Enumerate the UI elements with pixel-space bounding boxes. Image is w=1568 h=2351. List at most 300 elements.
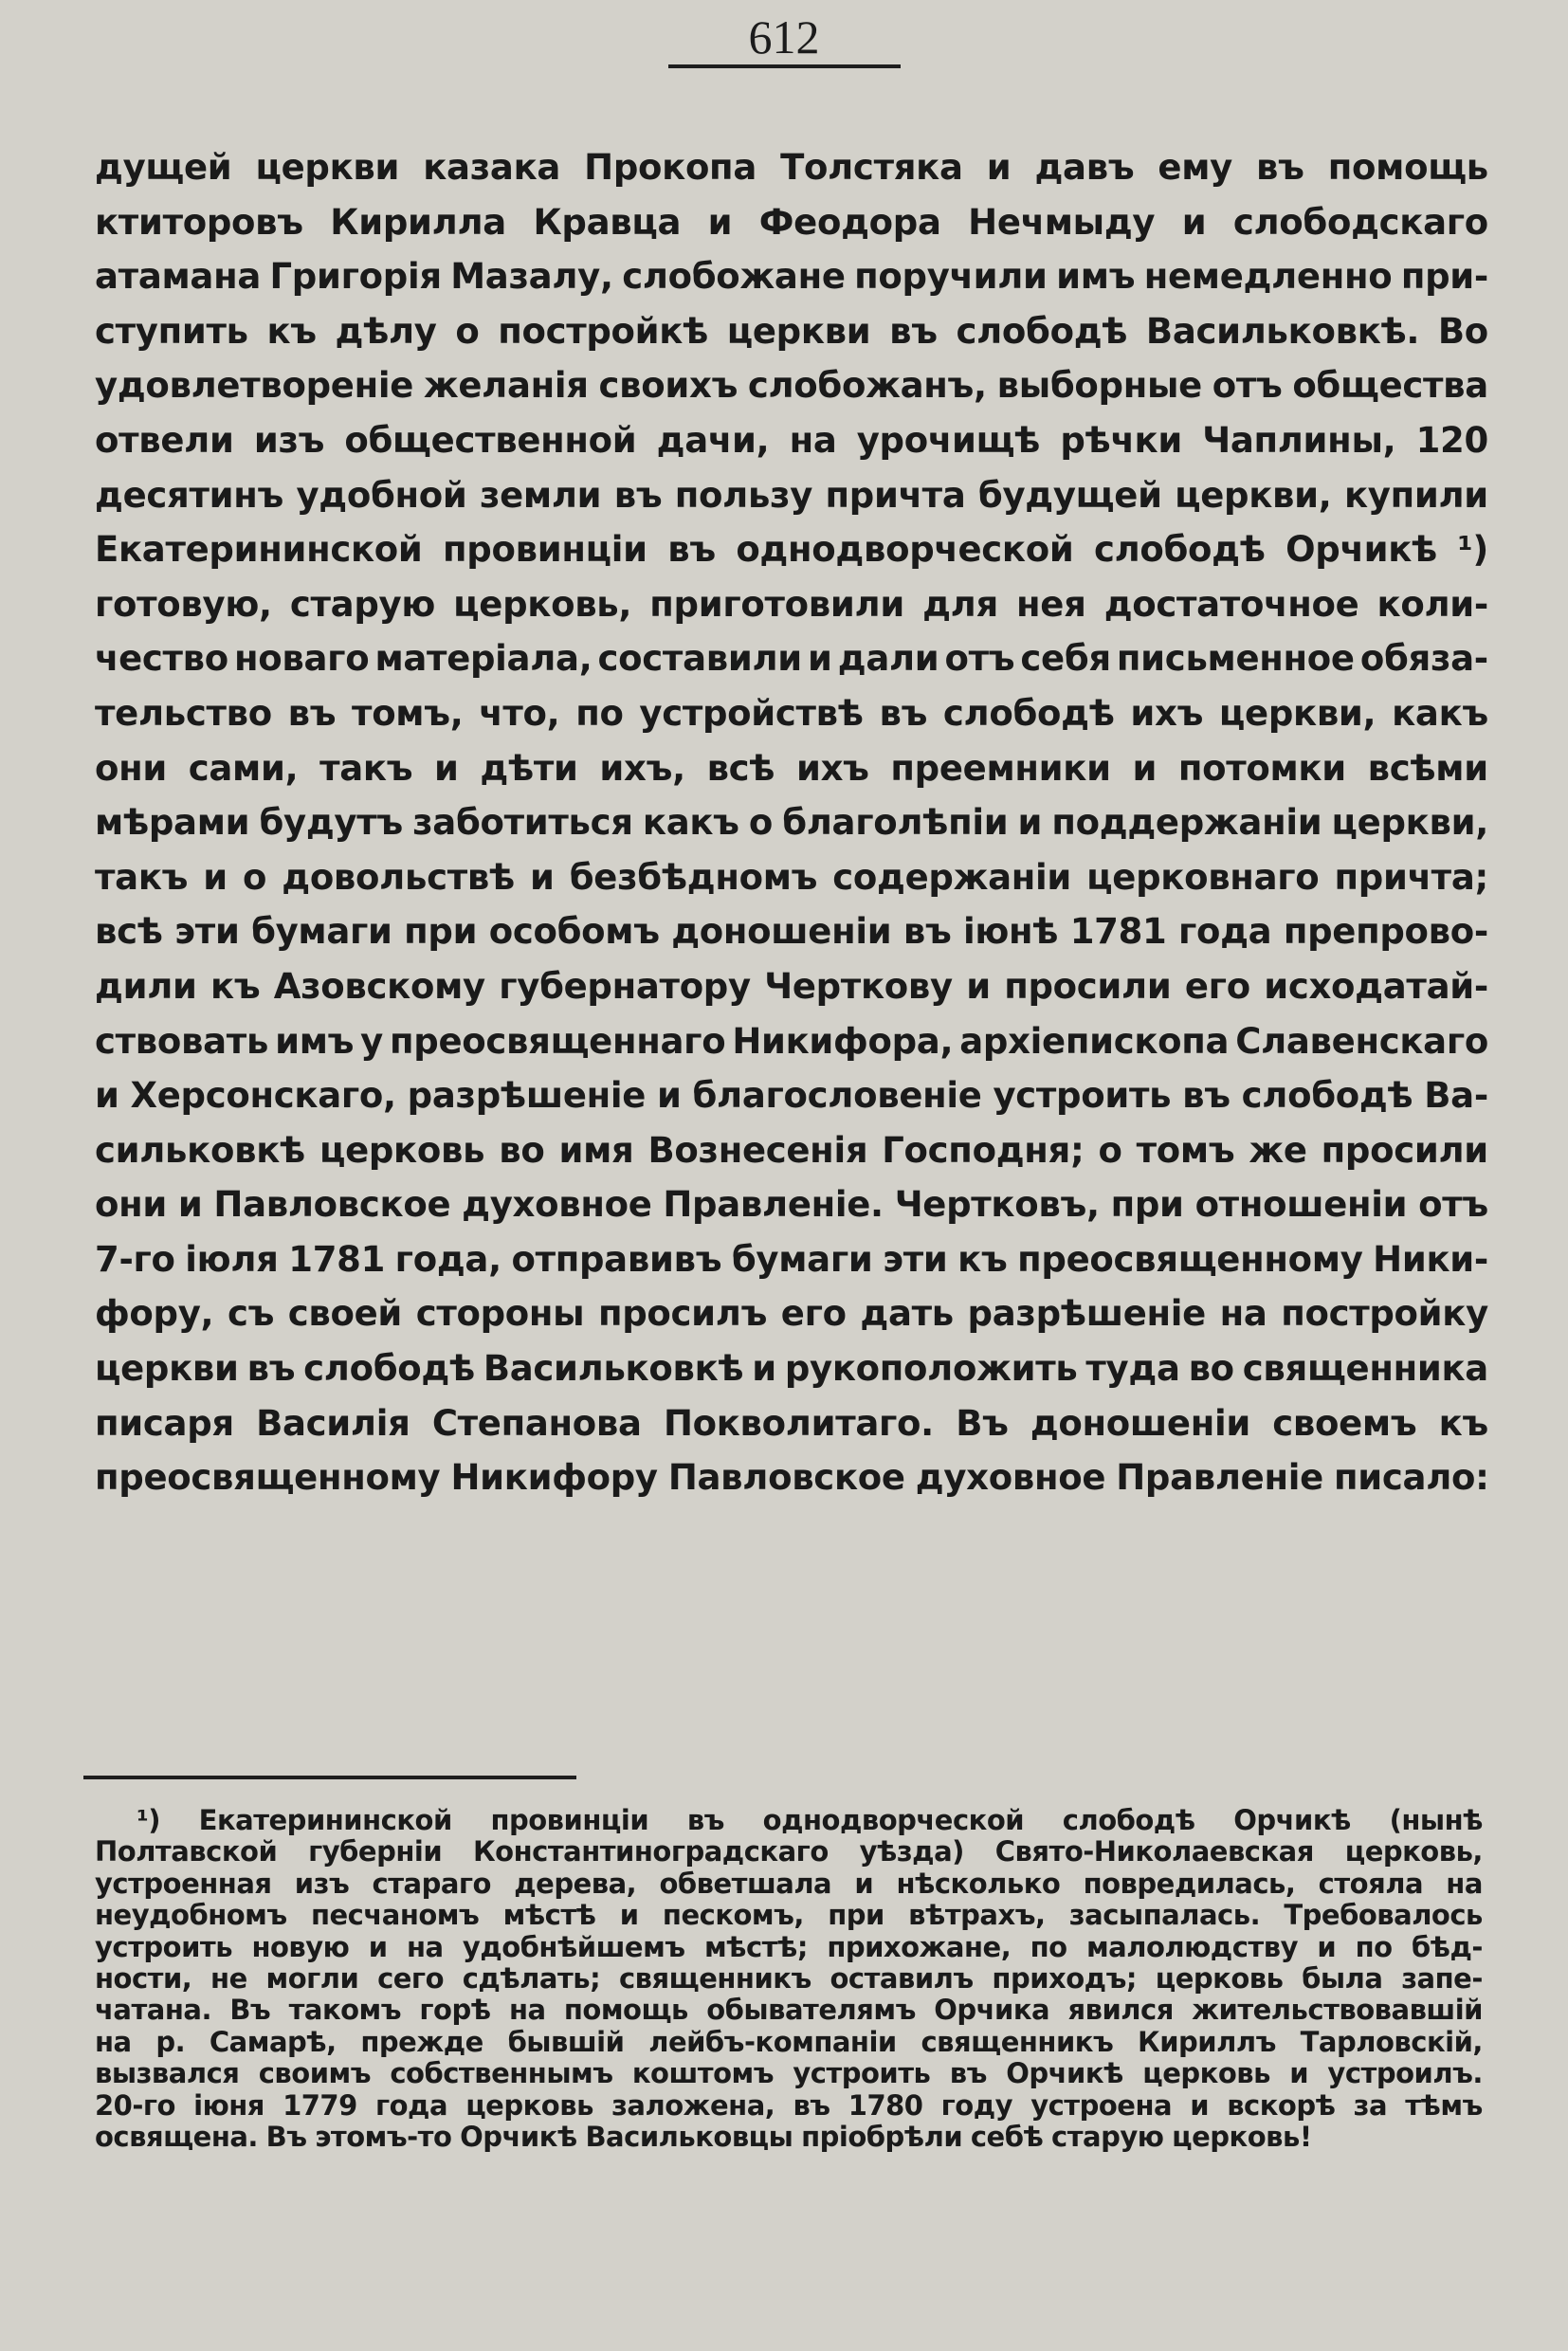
word: собственнымъ: [390, 2057, 613, 2090]
word: они: [95, 1184, 168, 1226]
word: Въ: [265, 2120, 307, 2153]
word: и: [619, 1899, 639, 1932]
word: слободѣ: [1093, 529, 1266, 571]
word: безбѣдномъ: [569, 856, 818, 898]
word: обывателямъ: [706, 1994, 916, 2027]
word: томъ,: [352, 692, 464, 734]
footnote-line: [95, 2122, 1483, 2153]
word: эти: [174, 911, 240, 953]
word: поддержаніи: [1051, 802, 1322, 844]
word: потомки: [1177, 747, 1346, 789]
word: обяза-: [1359, 638, 1488, 680]
word: и: [656, 1075, 682, 1117]
word: земли: [479, 474, 602, 516]
word: чатана.: [95, 1994, 211, 2027]
word: духовное: [915, 1457, 1106, 1499]
word: Самарѣ,: [209, 2025, 337, 2058]
word: нея: [1016, 583, 1086, 625]
word: о: [243, 856, 267, 898]
word: о: [455, 310, 480, 352]
word: при-: [1400, 256, 1488, 298]
text-line: [95, 1068, 1488, 1123]
word: освящена.: [95, 2120, 258, 2153]
word: церковь,: [453, 583, 632, 625]
word: въ: [1256, 147, 1304, 188]
word: и: [1289, 2057, 1309, 2090]
word: и: [177, 1184, 203, 1226]
word: имя: [558, 1129, 634, 1171]
word: стояла: [1318, 1867, 1424, 1900]
word: такъ: [95, 856, 189, 898]
word: казака: [423, 147, 561, 188]
main-text: [95, 140, 1488, 1505]
word: такъ: [319, 747, 413, 789]
word: мѣрами: [95, 802, 250, 844]
word: въ: [287, 692, 337, 734]
word: такомъ: [288, 1994, 402, 2027]
word: Екатерининской: [95, 529, 423, 571]
text-line: [95, 522, 1488, 577]
word: старую: [1051, 2120, 1164, 2153]
word: ихъ: [795, 747, 869, 789]
word: письменное: [1116, 638, 1355, 680]
word: Чаплины,: [1202, 419, 1396, 461]
word: Прокопа: [584, 147, 757, 188]
word: помощь: [1327, 147, 1488, 188]
word: 1780: [848, 2088, 923, 2122]
footnote-divider: [83, 1776, 576, 1779]
word: Свято-Николаевская: [994, 1835, 1314, 1868]
word: и: [808, 638, 832, 680]
word: на: [1446, 1867, 1483, 1900]
word: въ: [879, 692, 928, 734]
word: о: [1098, 1129, 1122, 1171]
word: приходъ;: [992, 1961, 1137, 1995]
word: ктиторовъ: [95, 201, 303, 243]
word: Вознесенія: [647, 1129, 868, 1171]
word: церковь: [1155, 1961, 1284, 1995]
text-line: [95, 195, 1488, 250]
word: слободѣ: [1241, 1075, 1413, 1117]
footnote-line: [95, 2090, 1483, 2122]
word: дать: [860, 1293, 954, 1335]
word: Ники-: [1373, 1238, 1488, 1280]
word: бумаги: [251, 911, 392, 953]
word: на: [95, 2025, 132, 2058]
word: слободскаго: [1232, 201, 1488, 243]
word: при: [828, 1899, 884, 1932]
word: Правленіе: [1116, 1457, 1323, 1499]
word: чество: [95, 638, 228, 680]
word: сильковкѣ: [95, 1129, 305, 1171]
word: этомъ-то: [315, 2120, 452, 2153]
word: въ: [246, 1348, 296, 1390]
word: писало:: [1334, 1457, 1489, 1499]
word: Орчикѣ: [1006, 2057, 1123, 2090]
word: въ: [793, 2088, 830, 2122]
word: ступить: [95, 310, 248, 352]
page-number-rule: [668, 64, 901, 68]
word: просили: [1004, 965, 1172, 1007]
word: фору,: [95, 1293, 214, 1335]
word: нѣсколько: [896, 1867, 1061, 1900]
word: Азовскому: [273, 965, 485, 1007]
word: Григорія: [269, 256, 442, 298]
word: Черткову: [764, 965, 953, 1007]
word: церковь,: [1344, 1835, 1483, 1868]
word: общества: [1292, 365, 1488, 407]
word: тѣмъ: [1405, 2088, 1483, 2122]
text-line: [95, 413, 1488, 468]
word: атамана: [95, 256, 262, 298]
word: священникъ: [921, 2025, 1114, 2058]
word: Тарловскій,: [1300, 2025, 1483, 2058]
word: урочищѣ: [856, 419, 1041, 461]
word: Кирилла: [330, 201, 506, 243]
word: слобожане: [622, 256, 846, 298]
word: сего: [377, 1961, 444, 1995]
word: и: [368, 1930, 388, 1963]
footnote-line: [95, 1836, 1483, 1868]
word: губерніи: [308, 1835, 443, 1868]
word: довольствѣ: [282, 856, 515, 898]
word: въ: [903, 911, 952, 953]
word: имъ: [1056, 256, 1136, 298]
word: церкви: [95, 1348, 239, 1390]
word: его: [1184, 965, 1250, 1007]
page-number: 612: [748, 10, 820, 64]
footnote-line: [95, 1932, 1483, 1963]
word: бѣд-: [1411, 1930, 1483, 1963]
word: запе-: [1401, 1961, 1483, 1995]
word: Екатерининской: [198, 1804, 452, 1836]
word: коли-: [1377, 583, 1488, 625]
word: ствовать: [95, 1020, 269, 1062]
word: на: [508, 1994, 546, 2027]
word: купили: [1343, 474, 1488, 516]
word: доношеніи: [1030, 1402, 1250, 1444]
word: во: [499, 1129, 545, 1171]
word: преемники: [890, 747, 1111, 789]
word: оставилъ: [830, 1961, 974, 1995]
word: мѣстѣ;: [703, 1930, 808, 1963]
word: Требовалось: [1284, 1899, 1483, 1932]
footnote-line: [95, 1995, 1483, 2026]
word: Во: [1437, 310, 1488, 352]
word: и: [966, 965, 991, 1007]
word: всѣ: [706, 747, 775, 789]
word: дали: [837, 638, 939, 680]
word: Толстяка: [780, 147, 963, 188]
word: по: [1355, 1930, 1393, 1963]
word: церкви,: [1218, 692, 1377, 734]
word: архіепископа: [959, 1020, 1230, 1062]
word: составили: [597, 638, 802, 680]
word: удобнѣйшемъ: [462, 1930, 685, 1963]
word: церковь: [1142, 2057, 1270, 2090]
word: въ: [686, 1804, 724, 1836]
word: устроилъ.: [1327, 2057, 1483, 2090]
word: лейбъ-компаніи: [648, 2025, 897, 2058]
word: исходатай-: [1264, 965, 1488, 1007]
footnote-line: [95, 1805, 1483, 1836]
word: года,: [394, 1238, 501, 1280]
word: 1779: [283, 2088, 357, 2122]
word: выборные: [996, 365, 1202, 407]
word: отвели: [95, 419, 234, 461]
word: въ: [949, 2057, 987, 2090]
text-line: [95, 304, 1488, 359]
word: какъ: [642, 802, 739, 844]
word: давъ: [1034, 147, 1135, 188]
word: старую: [289, 583, 436, 625]
word: церковь: [319, 1129, 485, 1171]
word: на: [789, 419, 837, 461]
word: горѣ: [419, 1994, 491, 2027]
footnote-line: [95, 1900, 1483, 1931]
word: Нечмыду: [968, 201, 1156, 243]
word: отношеніи: [1194, 1184, 1408, 1226]
word: году: [940, 2088, 1013, 2122]
word: при: [404, 911, 478, 953]
word: доношеніи: [671, 911, 892, 953]
word: причта: [825, 474, 966, 516]
word: Чертковъ,: [894, 1184, 1100, 1226]
word: и: [1017, 802, 1043, 844]
text-line: [95, 1177, 1488, 1232]
word: заботиться: [412, 802, 633, 844]
word: съ: [227, 1293, 275, 1335]
word: Степанова: [431, 1402, 642, 1444]
word: на: [1219, 1293, 1267, 1335]
word: прихожане,: [827, 1930, 1012, 1963]
word: Павловское: [667, 1457, 905, 1499]
word: (нынѣ: [1389, 1804, 1483, 1836]
word: желанія: [423, 365, 589, 407]
word: устроить: [793, 2057, 931, 2090]
word: просили: [1321, 1129, 1488, 1171]
word: же: [1249, 1129, 1307, 1171]
word: и: [433, 747, 459, 789]
word: іюнѣ: [962, 911, 1059, 953]
word: разрѣшеніе: [407, 1075, 647, 1117]
word: дерева,: [514, 1867, 637, 1900]
word: слободѣ: [956, 310, 1128, 352]
word: Херсонскаго,: [130, 1075, 396, 1117]
word: отъ: [1418, 1184, 1488, 1226]
word: у: [360, 1020, 383, 1062]
word: 120: [1415, 419, 1488, 461]
word: матеріала,: [374, 638, 593, 680]
word: и: [95, 1075, 119, 1117]
word: Орчикѣ: [460, 2120, 577, 2153]
word: церкви: [726, 310, 871, 352]
word: благословеніе: [692, 1075, 982, 1117]
word: бывшій: [507, 2025, 625, 2058]
word: дущей: [95, 147, 232, 188]
text-line: [95, 468, 1488, 523]
word: Васильковцы: [585, 2120, 793, 2153]
word: песчаномъ: [310, 1899, 480, 1932]
text-line: [95, 1396, 1488, 1451]
word: благолѣпіи: [782, 802, 1009, 844]
word: о: [748, 802, 773, 844]
word: дѣти: [480, 747, 578, 789]
word: общественной: [344, 419, 637, 461]
word: Полтавской: [95, 1835, 278, 1868]
word: эти: [883, 1238, 948, 1280]
word: провинціи: [443, 529, 647, 571]
word: церковь: [465, 2088, 593, 2122]
word: своихъ: [598, 365, 738, 407]
word: помощь: [563, 1994, 688, 2027]
word: церковнаго: [1086, 856, 1320, 898]
word: новую: [251, 1930, 350, 1963]
word: церковь!: [1172, 2120, 1312, 2153]
word: въ: [1182, 1075, 1231, 1117]
word: и: [203, 856, 228, 898]
word: могли: [265, 1961, 359, 1995]
text-line: [95, 686, 1488, 741]
word: Орчикѣ: [1285, 529, 1437, 571]
word: пріобрѣли: [801, 2120, 963, 2153]
word: Въ: [956, 1402, 1009, 1444]
text-line: [95, 741, 1488, 796]
word: устроить: [95, 1930, 233, 1963]
word: готовую,: [95, 583, 272, 625]
word: всѣ: [95, 911, 163, 953]
word: поручили: [854, 256, 1048, 298]
word: пескомъ,: [662, 1899, 804, 1932]
word: устройствѣ: [639, 692, 864, 734]
word: преосвященному: [95, 1457, 441, 1499]
word: заложена,: [611, 2088, 775, 2122]
word: Никифора,: [732, 1020, 954, 1062]
word: пользу: [674, 474, 813, 516]
word: и: [1181, 201, 1207, 243]
word: бумаги: [731, 1238, 873, 1280]
word: изъ: [253, 419, 325, 461]
word: въ: [889, 310, 938, 352]
word: въ: [667, 529, 716, 571]
word: мѣстѣ: [502, 1899, 596, 1932]
word: дачи,: [656, 419, 770, 461]
word: своемъ: [1272, 1402, 1417, 1444]
word: преосвященному: [1017, 1238, 1363, 1280]
word: Орчика: [934, 1994, 1050, 2027]
word: что,: [479, 692, 560, 734]
word: іюля: [185, 1238, 279, 1280]
text-line: [95, 904, 1488, 959]
word: Васильковкѣ.: [1145, 310, 1420, 352]
word: достаточное: [1103, 583, 1359, 625]
word: причта;: [1334, 856, 1488, 898]
word: ¹): [1457, 529, 1488, 571]
word: во: [1188, 1348, 1234, 1390]
text-line: [95, 1341, 1488, 1396]
word: 1781: [288, 1238, 386, 1280]
word: къ: [957, 1238, 1008, 1280]
word: для: [922, 583, 998, 625]
word: р.: [155, 2025, 186, 2058]
text-line: [95, 1286, 1488, 1341]
word: 20-го: [95, 2088, 175, 2122]
word: они: [95, 747, 168, 789]
word: церкви: [255, 147, 400, 188]
word: явился: [1067, 1994, 1174, 2027]
word: особомъ: [488, 911, 660, 953]
word: Кириллъ: [1138, 2025, 1276, 2058]
word: однодворческой: [736, 529, 1074, 571]
word: повредилась,: [1083, 1867, 1296, 1900]
word: отъ: [944, 638, 1015, 680]
word: на: [406, 1930, 444, 1963]
word: устроена: [1030, 2088, 1173, 2122]
text-line: [95, 631, 1488, 686]
word: Господня;: [882, 1129, 1085, 1171]
word: Мазалу,: [450, 256, 613, 298]
word: постройку: [1281, 1293, 1488, 1335]
word: имъ: [275, 1020, 355, 1062]
word: вызвался: [95, 2057, 240, 2090]
word: рѣчки: [1060, 419, 1182, 461]
word: и: [752, 1348, 776, 1390]
word: разрѣшеніе: [967, 1293, 1206, 1335]
word: стороны: [415, 1293, 585, 1335]
text-line: [95, 249, 1488, 304]
footnote-line: [95, 2058, 1483, 2089]
word: просилъ: [597, 1293, 768, 1335]
word: томъ: [1136, 1129, 1235, 1171]
word: обветшала: [659, 1867, 832, 1900]
word: Ва-: [1424, 1075, 1488, 1117]
word: и: [1317, 1930, 1337, 1963]
text-line: [95, 1123, 1488, 1178]
word: содержаніи: [832, 856, 1072, 898]
word: туда: [1085, 1348, 1180, 1390]
word: приготовили: [649, 583, 904, 625]
word: ему: [1158, 147, 1232, 188]
word: отправивъ: [511, 1238, 722, 1280]
word: ихъ,: [599, 747, 685, 789]
word: вскорѣ: [1227, 2088, 1336, 2122]
word: къ: [266, 310, 317, 352]
word: неудобномъ: [95, 1899, 287, 1932]
word: Константиноградскаго: [472, 1835, 829, 1868]
word: года: [1177, 911, 1272, 953]
text-line: [95, 795, 1488, 850]
word: сдѣлать;: [462, 1961, 601, 1995]
word: какъ: [1392, 692, 1488, 734]
word: устроенная: [95, 1867, 272, 1900]
word: при: [1110, 1184, 1184, 1226]
word: жительствовавшій: [1192, 1994, 1483, 2027]
footnote-line: [95, 2027, 1483, 2058]
word: дили: [95, 965, 197, 1007]
word: Правленіе.: [663, 1184, 884, 1226]
word: церкви,: [1175, 474, 1332, 516]
word: по: [575, 692, 624, 734]
word: засыпалась.: [1068, 1899, 1261, 1932]
word: дѣлу: [335, 310, 437, 352]
text-line: [95, 1450, 1488, 1505]
word: 7-го: [95, 1238, 175, 1280]
word: къ: [210, 965, 261, 1007]
word: Кравца: [533, 201, 682, 243]
word: немедленно: [1143, 256, 1393, 298]
word: малолюдству: [1085, 1930, 1298, 1963]
word: десятинъ: [95, 474, 284, 516]
